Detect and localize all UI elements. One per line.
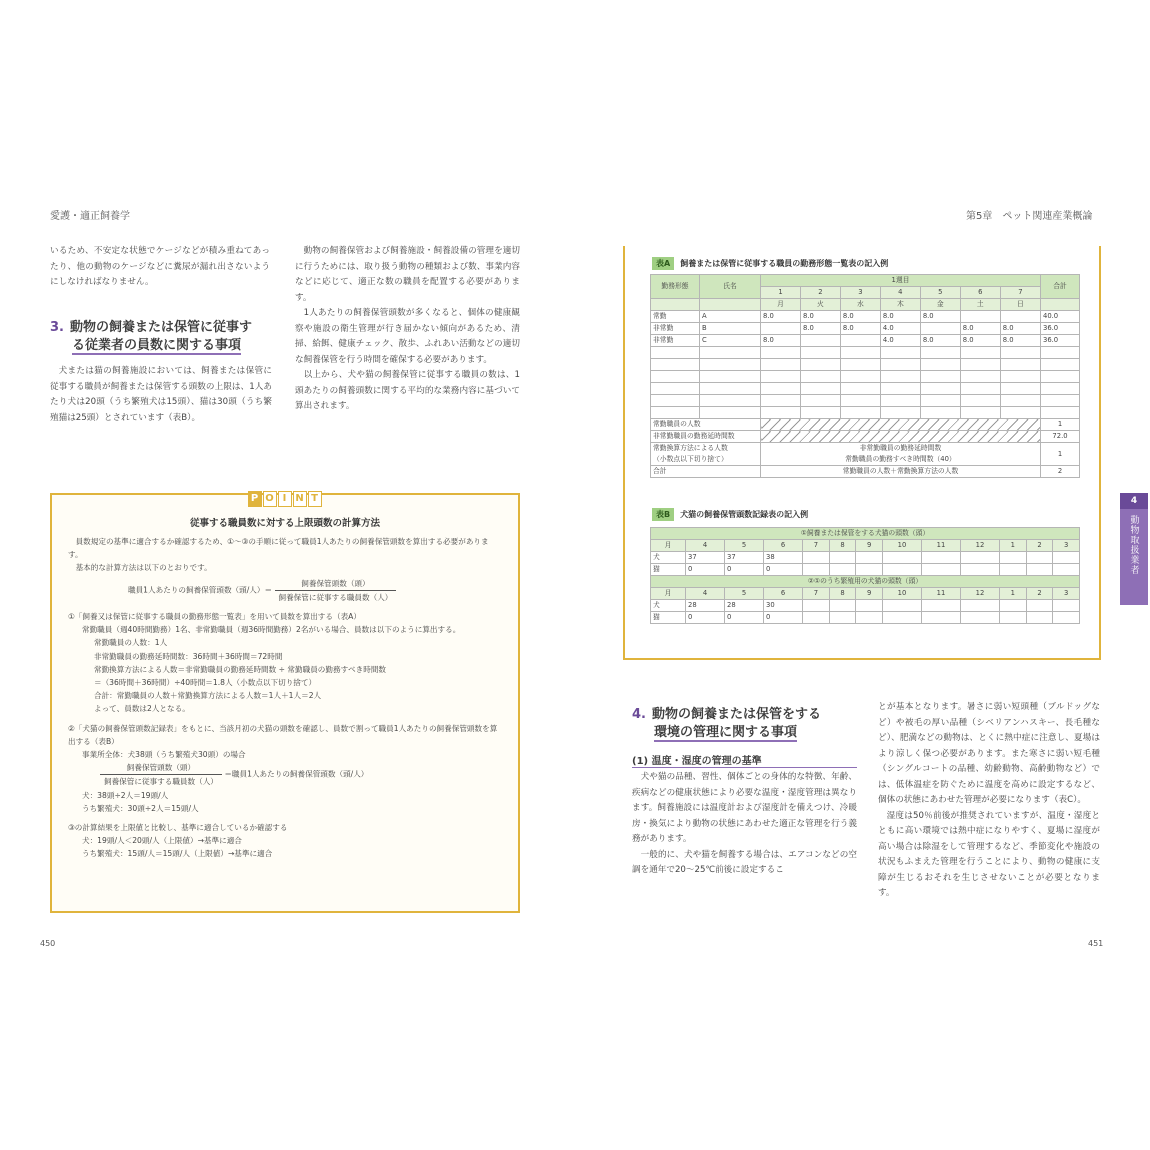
section3-title-line2: る従業者の員数に関する事項 <box>72 338 242 353</box>
tableA-cell: 8.0 <box>960 335 1000 347</box>
section3-heading <box>50 319 280 355</box>
tableB-cell <box>829 600 856 612</box>
tableA-hatched-cell <box>761 431 1041 443</box>
tableA-hatched-cell <box>761 419 1041 431</box>
tableA-footer-mid: 常勤職員の人数＋常勤換算方法の人数 <box>761 466 1041 478</box>
tableB-cell <box>1026 600 1053 612</box>
tableA-footer-label <box>651 443 761 466</box>
tableA-cell: 8.0 <box>840 311 880 323</box>
tableA-empty-cell <box>761 395 801 407</box>
tableB-month: 2 <box>1026 540 1053 552</box>
tableA-empty-cell <box>960 347 1000 359</box>
tableA-cell: 8.0 <box>880 311 920 323</box>
tableB-row-label: 猫 <box>651 612 686 624</box>
tableA-cell: 40.0 <box>1041 311 1080 323</box>
tableB-cell <box>803 612 830 624</box>
tableA-empty-cell <box>920 371 960 383</box>
point-intro2: 基本的な計算方法は以下のとおりです。 <box>75 563 212 573</box>
tableA-day: 5 <box>920 287 960 299</box>
point-step2-fraction <box>100 761 222 788</box>
tableA-empty-cell <box>960 395 1000 407</box>
tableA-empty-cell <box>1041 383 1080 395</box>
section4-heading <box>632 706 872 742</box>
tableB-cell: 28 <box>686 600 725 612</box>
tableA-cell <box>800 335 840 347</box>
point-box <box>50 493 520 913</box>
tableB-month: 8 <box>829 540 856 552</box>
tableB-month: 9 <box>856 540 883 552</box>
tableB-cell <box>1053 564 1080 576</box>
point-logo-letter: P <box>248 491 262 507</box>
tableA-footer-label: 合計 <box>651 466 761 478</box>
tableA-cell: 8.0 <box>761 311 801 323</box>
tableB-cell <box>1000 612 1027 624</box>
left-col2 <box>295 244 520 415</box>
table-row <box>651 347 1080 359</box>
tableB-tag: 表B <box>652 508 674 521</box>
tableA-header-total: 合計 <box>1041 275 1080 299</box>
tableA-header-week: 1週目 <box>761 275 1041 287</box>
tableA-cell <box>960 311 1000 323</box>
point-step1-body: 常勤職員（週40時間勤務）1名、非常勤職員（週36時間勤務）2名がいる場合、員数は以下のように算出する。 <box>82 625 461 635</box>
tableA-empty-cell <box>1041 359 1080 371</box>
tableB-cell <box>1053 600 1080 612</box>
right-col2-paragraph2: 湿度は50％前後が推奨されていますが、温度・湿度とともに高い環境では熱中症になりやすく、夏場に湿度が高い場合は除湿をして管理するなど、季節変化や施設の状況もふまえた管理を行うことにより、動物の健康に支障が生じるおそれを生じさせないことが必要となります。 <box>878 810 1100 898</box>
tableB-month: 9 <box>856 588 883 600</box>
tableB-cell <box>961 564 1000 576</box>
tableA-empty-cell <box>840 371 880 383</box>
tableA-empty-cell <box>920 383 960 395</box>
tableB-month-label: 月 <box>651 540 686 552</box>
tableB-cell: 38 <box>764 552 803 564</box>
tableA-blank-cell <box>1041 299 1080 311</box>
tableB-cell <box>1026 612 1053 624</box>
point-step2-line3: うち繁殖犬：30頭÷2人＝15頭/人 <box>82 803 199 813</box>
point-formula-left: 職員1人あたりの飼養保管頭数（頭/人）＝ <box>128 585 273 595</box>
table-row <box>651 311 1080 323</box>
tableB-cell <box>1053 612 1080 624</box>
tableA-cell: 8.0 <box>1000 323 1040 335</box>
tableA-empty-cell <box>761 383 801 395</box>
point-step1-line5: 合計：常勤職員の人数＋常勤換算方法による人数＝1人＋1人＝2人 <box>94 691 322 701</box>
point-step2-denominator: 飼養保管に従事する職員数（人） <box>104 777 218 787</box>
table-row <box>651 431 1080 443</box>
tableA-header-type: 勤務形態 <box>651 275 700 299</box>
table-row <box>651 600 1080 612</box>
section3-number: 3. <box>50 320 64 335</box>
tableA-day: 1 <box>761 287 801 299</box>
tableB-month: 10 <box>882 540 921 552</box>
tableA-empty-cell <box>1000 359 1040 371</box>
tableA <box>650 274 1080 478</box>
tableA-empty-cell <box>880 395 920 407</box>
tableA-empty-cell <box>1041 407 1080 419</box>
tableA-cell: A <box>700 311 761 323</box>
tableB-month: 11 <box>921 540 960 552</box>
tableB-cell <box>856 612 883 624</box>
tableA-day: 2 <box>800 287 840 299</box>
tableA-footer-value: 1 <box>1041 419 1080 431</box>
table-row <box>651 419 1080 431</box>
tableB-cell: 0 <box>764 564 803 576</box>
tableB-cell <box>1053 552 1080 564</box>
tableB-cell <box>856 564 883 576</box>
tableB-cell <box>829 612 856 624</box>
tableA-cell: 36.0 <box>1041 323 1080 335</box>
tableA-empty-cell <box>651 407 700 419</box>
section4-number: 4. <box>632 707 646 722</box>
point-step2-head: ②「犬猫の飼養保管頭数記録表」をもとに、当該月初の犬猫の頭数を確認し、員数で割って職員1人あたりの飼養保管頭数を算出する（表B） <box>68 723 498 746</box>
tableA-empty-cell <box>960 359 1000 371</box>
table-row <box>651 335 1080 347</box>
point-logo <box>52 486 518 507</box>
tableB-cell <box>1026 564 1053 576</box>
table-row <box>651 552 1080 564</box>
tableB-cell: 30 <box>764 600 803 612</box>
tableB-cell <box>961 600 1000 612</box>
tableA-empty-cell <box>960 407 1000 419</box>
tableB-cell <box>921 564 960 576</box>
chapter-tab-label: 動物取扱業者 <box>1128 515 1139 575</box>
tableA-empty-cell <box>960 371 1000 383</box>
tableB-cell <box>882 612 921 624</box>
point-step1-head: ①「飼養又は保管に従事する職員の勤務形態一覧表」を用いて員数を算出する（表A） <box>68 612 361 622</box>
tableB-row-label: 犬 <box>651 552 686 564</box>
tableB-month: 7 <box>803 540 830 552</box>
point-step3-head: ③の計算結果を上限値と比較し、基準に適合しているか確認する <box>68 823 288 833</box>
tableA-blank-cell <box>700 299 761 311</box>
tableB-cell <box>882 564 921 576</box>
tableB-cell: 28 <box>725 600 764 612</box>
tableA-weekday: 土 <box>960 299 1000 311</box>
table-row <box>651 612 1080 624</box>
tableA-empty-cell <box>651 383 700 395</box>
tableB-cell <box>856 600 883 612</box>
tableB-month: 12 <box>961 540 1000 552</box>
tableB-cell: 0 <box>686 612 725 624</box>
tableA-cell: 常勤 <box>651 311 700 323</box>
tableA-empty-cell <box>880 359 920 371</box>
tableA-cell: 36.0 <box>1041 335 1080 347</box>
point-intro1: 員数規定の基準に適合するか確認するため、①～③の手順に従って職員1人あたりの飼養保管頭数を算出する必要があります。 <box>68 537 489 560</box>
tableA-empty-cell <box>651 347 700 359</box>
tableA-cell <box>761 323 801 335</box>
point-logo-letter: I <box>278 491 292 507</box>
table-row <box>651 323 1080 335</box>
tableA-empty-cell <box>700 395 761 407</box>
tableB-month: 10 <box>882 588 921 600</box>
tableB-cell <box>961 552 1000 564</box>
point-step2-numerator: 飼養保管頭数（頭） <box>100 761 222 775</box>
tableA-day: 6 <box>960 287 1000 299</box>
tableB-month: 1 <box>1000 540 1027 552</box>
tableB-cell: 0 <box>686 564 725 576</box>
tableA-header-name: 氏名 <box>700 275 761 299</box>
tableA-empty-cell <box>651 395 700 407</box>
tableA-f3-mid2: 常勤職員の勤務すべき時間数（40） <box>845 455 956 463</box>
table-row <box>651 443 1080 466</box>
section4-title-line1: 動物の飼養または保管をする <box>651 707 821 722</box>
tableA-empty-cell <box>700 359 761 371</box>
tableA-empty-cell <box>800 371 840 383</box>
point-logo-letter: O <box>263 491 277 507</box>
point-step2-line2: 犬：38頭÷2人＝19頭/人 <box>82 790 169 800</box>
point-formula-denominator: 飼養保管に従事する職員数（人） <box>278 592 393 602</box>
tableB-cell <box>803 600 830 612</box>
right-col2 <box>878 700 1100 902</box>
tableA-empty-cell <box>800 383 840 395</box>
tableA-day: 7 <box>1000 287 1040 299</box>
tableB-month: 5 <box>725 588 764 600</box>
tableA-empty-cell <box>1000 347 1040 359</box>
right-running-head: 第5章 ペット関連産業概論 <box>966 211 1093 222</box>
tableA-empty-cell <box>700 407 761 419</box>
point-formula-fraction <box>275 577 397 604</box>
tableA-f3-mid1: 非常勤職員の勤務延時間数 <box>859 444 942 452</box>
tableA-caption: 飼養または保管に従事する職員の勤務形態一覧表の記入例 <box>680 259 889 268</box>
tableA-empty-cell <box>920 347 960 359</box>
section4-paragraph2: 一般的に、犬や猫を飼養する場合は、エアコンなどの空調を通年で20～25℃前後に設定するこ <box>632 849 857 875</box>
tableA-cell: 8.0 <box>800 323 840 335</box>
section4-paragraph1: 犬や猫の品種、習性、個体ごとの身体的な特徴、年齢、疾病などの健康状態により必要な温度・湿度管理は異なります。飼養施設には温度計および湿度計を備えつけ、冷暖房・換気により動物の状態にあわせた適正な管理を行う義務があります。 <box>632 772 857 844</box>
tableB-month: 12 <box>961 588 1000 600</box>
tableB-month: 5 <box>725 540 764 552</box>
table-row <box>651 564 1080 576</box>
tableB-cell <box>1000 600 1027 612</box>
tableB-month: 2 <box>1026 588 1053 600</box>
tableA-empty-cell <box>761 371 801 383</box>
tableB-cell <box>921 552 960 564</box>
tableB-cell <box>921 612 960 624</box>
tableB-cell <box>1000 552 1027 564</box>
tableB-cell <box>921 600 960 612</box>
tableA-empty-cell <box>880 371 920 383</box>
tableA-cell: 8.0 <box>800 311 840 323</box>
tableB-cell: 37 <box>725 552 764 564</box>
point-title: 従事する職員数に対する上限頭数の計算方法 <box>189 518 380 529</box>
tableA-empty-cell <box>700 371 761 383</box>
tableB-sec1-title: ①飼養または保管をする犬猫の頭数（頭） <box>651 528 1080 540</box>
point-formula <box>68 577 502 604</box>
tableB-cell <box>1026 552 1053 564</box>
tableA-weekday: 水 <box>840 299 880 311</box>
tableB-cell <box>829 552 856 564</box>
left-col1 <box>50 244 270 291</box>
tableA-cell: C <box>700 335 761 347</box>
tableA-weekday: 日 <box>1000 299 1040 311</box>
left-running-head: 愛護・適正飼養学 <box>50 211 130 222</box>
point-step2-line1: 事業所全体：犬38頭（うち繁殖犬30頭）の場合 <box>82 750 246 760</box>
tableA-footer-mid <box>761 443 1041 466</box>
tableB-cell: 0 <box>725 612 764 624</box>
tableB-cell: 0 <box>764 612 803 624</box>
tableB-cell <box>803 564 830 576</box>
right-page-number: 451 <box>1088 939 1104 948</box>
tableB-month: 7 <box>803 588 830 600</box>
tableA-empty-cell <box>700 383 761 395</box>
left-col2-paragraph3: 以上から、犬や猫の飼養保管に従事する職員の数は、1頭あたりの飼養頭数に関する平均的な業務内容に基づいて算出されます。 <box>295 370 520 411</box>
tableA-empty-cell <box>800 407 840 419</box>
point-formula-numerator: 飼養保管頭数（頭） <box>275 577 397 591</box>
tableB-month: 3 <box>1053 588 1080 600</box>
tableA-empty-cell <box>920 407 960 419</box>
tableA-empty-cell <box>1041 371 1080 383</box>
tableA-weekday: 火 <box>800 299 840 311</box>
tableA-weekday: 金 <box>920 299 960 311</box>
tableA-empty-cell <box>1041 395 1080 407</box>
tableA-caption-row <box>652 257 888 270</box>
tableA-empty-cell <box>840 347 880 359</box>
section4-subheading: (1) 温度・湿度の管理の基準 <box>632 752 857 768</box>
tableA-blank-cell <box>651 299 700 311</box>
tableA-cell: 非常勤 <box>651 335 700 347</box>
chapter-side-tab <box>1120 493 1148 605</box>
tableA-footer-value: 1 <box>1041 443 1080 466</box>
tableA-f3-label2: （小数点以下切り捨て） <box>653 455 728 463</box>
tableA-empty-cell <box>800 359 840 371</box>
table-row <box>651 407 1080 419</box>
section4-body <box>632 770 857 879</box>
tableA-f3-label1: 常勤換算方法による人数 <box>653 444 728 452</box>
point-step1-line2: 非常勤職員の勤務延時間数：36時間＋36時間＝72時間 <box>94 651 283 661</box>
tableA-day: 3 <box>840 287 880 299</box>
tableB <box>650 527 1080 624</box>
tableA-empty-cell <box>840 359 880 371</box>
tableA-cell: B <box>700 323 761 335</box>
tableA-empty-cell <box>800 347 840 359</box>
tableB-cell: 37 <box>686 552 725 564</box>
point-logo-letter: N <box>293 491 307 507</box>
tableB-caption: 犬猫の飼養保管頭数記録表の記入例 <box>680 510 809 519</box>
tableB-month-label: 月 <box>651 588 686 600</box>
point-step1-line1: 常勤職員の人数：1人 <box>94 638 168 648</box>
tableA-empty-cell <box>1000 395 1040 407</box>
tableA-empty-cell <box>1041 347 1080 359</box>
tableA-empty-cell <box>840 395 880 407</box>
tableB-cell <box>856 552 883 564</box>
tableA-empty-cell <box>1000 383 1040 395</box>
tableA-empty-cell <box>761 407 801 419</box>
tableA-cell: 4.0 <box>880 323 920 335</box>
tableA-empty-cell <box>920 395 960 407</box>
tableA-cell: 8.0 <box>1000 335 1040 347</box>
tableB-row-label: 犬 <box>651 600 686 612</box>
tableA-empty-cell <box>840 383 880 395</box>
point-logo-letter: T <box>308 491 322 507</box>
tableB-month: 3 <box>1053 540 1080 552</box>
point-step2-formula-right: ＝職員1人あたりの飼養保管頭数（頭/人） <box>224 769 369 779</box>
tableA-cell: 8.0 <box>920 311 960 323</box>
tableA-footer-label: 非常勤職員の勤務延時間数 <box>651 431 761 443</box>
tableA-cell <box>920 323 960 335</box>
point-step3-line2: うち繁殖犬：15頭/人＝15頭/人（上限値）→基準に適合 <box>82 849 273 859</box>
tableA-empty-cell <box>800 395 840 407</box>
left-col1-top-paragraph: いるため、不安定な状態でケージなどが積み重ねてあったり、他の動物のケージなどに糞尿が漏れ出さないようにしなければなりません。 <box>50 246 270 287</box>
tableA-empty-cell <box>880 383 920 395</box>
tableA-weekday: 月 <box>761 299 801 311</box>
left-page-number: 450 <box>40 939 56 948</box>
table-row <box>651 395 1080 407</box>
tableB-month: 4 <box>686 588 725 600</box>
tableA-cell: 8.0 <box>840 323 880 335</box>
tableA-empty-cell <box>840 407 880 419</box>
tableB-cell <box>961 612 1000 624</box>
tableB-caption-row <box>652 508 808 521</box>
tableB-row-label: 猫 <box>651 564 686 576</box>
tableA-empty-cell <box>1000 371 1040 383</box>
tableB-month: 8 <box>829 588 856 600</box>
tableA-empty-cell <box>651 359 700 371</box>
tableA-day: 4 <box>880 287 920 299</box>
point-step1-line4: ＝（36時間＋36時間）÷40時間＝1.8人（小数点以下切り捨て） <box>94 678 317 688</box>
tableA-footer-value: 72.0 <box>1041 431 1080 443</box>
tableA-footer-value: 2 <box>1041 466 1080 478</box>
section3-body <box>50 364 272 426</box>
point-step3-line1: 犬：19頭/人＜20頭/人（上限値）→基準に適合 <box>82 836 242 846</box>
point-step2-formula <box>82 761 502 788</box>
section4-title-line2: 環境の管理に関する事項 <box>654 725 798 740</box>
point-body <box>52 529 518 861</box>
section3-title-line1: 動物の飼養または保管に従事す <box>69 320 252 335</box>
tableB-cell <box>882 552 921 564</box>
tableA-empty-cell <box>651 371 700 383</box>
tableA-cell <box>1000 311 1040 323</box>
tableB-month: 6 <box>764 588 803 600</box>
tableA-cell: 8.0 <box>920 335 960 347</box>
tableA-empty-cell <box>1000 407 1040 419</box>
tableB-cell <box>829 564 856 576</box>
tableA-weekday: 木 <box>880 299 920 311</box>
tableB-cell <box>803 552 830 564</box>
tableA-empty-cell <box>920 359 960 371</box>
tableA-empty-cell <box>761 347 801 359</box>
table-row <box>651 466 1080 478</box>
point-step1-line3: 常勤換算方法による人数＝非常勤職員の勤務延時間数 ÷ 常勤職員の勤務すべき時間数 <box>94 664 387 674</box>
tableA-empty-cell <box>761 359 801 371</box>
tableA-cell <box>840 335 880 347</box>
tableA-empty-cell <box>880 407 920 419</box>
table-row <box>651 359 1080 371</box>
tableA-empty-cell <box>880 347 920 359</box>
tableB-month: 11 <box>921 588 960 600</box>
tableA-empty-cell <box>960 383 1000 395</box>
tableB-month: 6 <box>764 540 803 552</box>
tableA-empty-cell <box>700 347 761 359</box>
tableB-sec2-title: ②①のうち繁殖用の犬猫の頭数（頭） <box>651 576 1080 588</box>
tableB-cell <box>882 600 921 612</box>
point-step1-line6: よって、員数は2人となる。 <box>94 704 190 714</box>
table-row <box>651 383 1080 395</box>
left-col2-paragraph2: 1人あたりの飼養保管頭数が多くなると、個体の健康観察や施設の衛生管理が行き届かない傾向があるため、清掃、給餌、健康チェック、散歩、ふれあい活動などの適切な飼養保管を行う時間を確保する必要があります。 <box>295 308 520 365</box>
chapter-tab-number: 4 <box>1120 493 1148 509</box>
tableA-cell: 8.0 <box>960 323 1000 335</box>
tableA-cell: 4.0 <box>880 335 920 347</box>
tableA-tag: 表A <box>652 257 674 270</box>
left-col2-paragraph1: 動物の飼養保管および飼養施設・飼養設備の管理を適切に行うためには、取り扱う動物の種類および数、事業内容などに応じて、適正な数の職員を配置する必要があります。 <box>295 246 520 303</box>
section3-paragraph: 犬または猫の飼養施設においては、飼養または保管に従事する職員が飼養または保管する頭数の上限は、1人あたり犬は20頭（うち繁殖犬は15頭）、猫は30頭（うち繁殖猫は25頭）とされています（表B）。 <box>50 366 272 423</box>
tableA-cell: 8.0 <box>761 335 801 347</box>
tableB-cell: 0 <box>725 564 764 576</box>
right-col2-paragraph1: とが基本となります。暑さに弱い短頭種（ブルドッグなど）や被毛の厚い品種（シベリアンハスキー、長毛種など）、肥満などの動物は、とくに熱中症に注意し、夏場はより涼しく保つ必要があります。また寒さに弱い短毛種（シングルコートの品種、幼齢動物、高齢動物など）では、低体温症を防ぐために温度を高めに設定するなど、個体の状態にあわせた管理が必要になります（表C）。 <box>878 702 1100 805</box>
tableA-cell: 非常勤 <box>651 323 700 335</box>
tableB-month: 1 <box>1000 588 1027 600</box>
tableB-cell <box>1000 564 1027 576</box>
tableA-footer-label: 常勤職員の人数 <box>651 419 761 431</box>
tableB-month: 4 <box>686 540 725 552</box>
table-row <box>651 371 1080 383</box>
